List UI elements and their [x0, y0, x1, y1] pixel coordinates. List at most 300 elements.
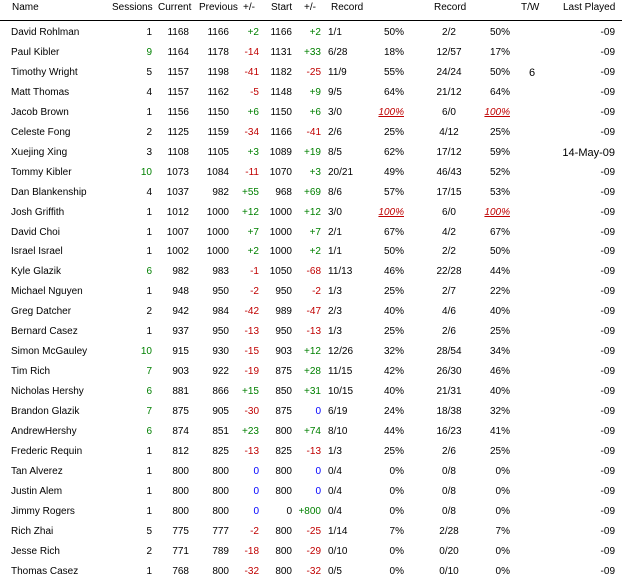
- table-row: [0, 542, 622, 562]
- cell-previous: 800: [212, 485, 229, 497]
- cell-current: 812: [172, 445, 189, 457]
- cell-pct: 50%: [383, 246, 404, 258]
- cell-previous: 789: [212, 545, 229, 557]
- cell-current: 1164: [167, 46, 189, 58]
- cell-pct: 62%: [383, 146, 404, 158]
- cell-last-played: -09: [600, 106, 615, 118]
- table-row: [0, 482, 622, 502]
- table-row: [0, 242, 622, 262]
- cell-sessions: 9: [146, 46, 152, 58]
- cell-pct2: 50%: [489, 66, 510, 78]
- cell-start: 800: [275, 525, 292, 537]
- cell-delta2: -41: [306, 126, 321, 138]
- cell-delta: -13: [244, 326, 259, 338]
- cell-start: 1000: [269, 226, 292, 238]
- table-row: [0, 262, 622, 282]
- cell-delta: +12: [242, 206, 259, 218]
- cell-name: Dan Blankenship: [11, 186, 87, 198]
- cell-delta: -15: [244, 346, 259, 358]
- cell-record: 1/3: [328, 445, 342, 457]
- table-row: [0, 143, 622, 163]
- cell-name: Jacob Brown: [11, 106, 69, 118]
- table-row: [0, 123, 622, 143]
- cell-delta2: +69: [304, 186, 321, 198]
- cell-last-played: -09: [600, 186, 615, 198]
- cell-record: 3/0: [328, 106, 342, 118]
- cell-pct2: 67%: [489, 226, 510, 238]
- cell-start: 1148: [270, 86, 292, 98]
- cell-delta: +23: [242, 426, 259, 437]
- cell-pct: 49%: [383, 166, 404, 178]
- cell-record2: 21/12: [436, 86, 462, 98]
- cell-current: 881: [172, 386, 189, 398]
- cell-name: Xuejing Xing: [11, 146, 68, 158]
- table-row: [0, 562, 622, 582]
- cell-last-played: -09: [600, 565, 615, 577]
- cell-pct2: 53%: [489, 186, 510, 198]
- table-row: [0, 502, 622, 522]
- cell-name: Rich Zhai: [11, 525, 54, 537]
- cell-current: 1157: [167, 86, 189, 98]
- cell-delta: -34: [244, 126, 259, 138]
- cell-current: 1168: [167, 27, 189, 38]
- cell-record: 20/21: [328, 166, 354, 178]
- cell-last-played: -09: [600, 86, 615, 98]
- cell-previous: 1166: [207, 27, 229, 38]
- cell-previous: 1150: [207, 106, 229, 118]
- cell-last-played: -09: [600, 445, 615, 457]
- cell-record: 6/28: [328, 46, 348, 58]
- cell-record2: 28/54: [436, 346, 462, 358]
- cell-pct: 44%: [383, 426, 404, 437]
- cell-delta: -2: [250, 286, 259, 298]
- cell-delta2: -29: [306, 545, 321, 557]
- cell-record: 0/4: [328, 505, 342, 517]
- cell-record2: 6/0: [442, 206, 456, 218]
- table-row: [0, 63, 622, 83]
- cell-delta2: 0: [315, 465, 321, 477]
- cell-name: Israel Israel: [11, 246, 63, 258]
- cell-pct2: 34%: [489, 346, 510, 358]
- cell-sessions: 1: [146, 465, 152, 477]
- cell-last-played: -09: [600, 525, 615, 537]
- cell-pct: 46%: [383, 266, 404, 278]
- table-row: [0, 402, 622, 422]
- cell-delta: -2: [250, 525, 259, 537]
- table-row: [0, 302, 622, 322]
- cell-current: 1037: [166, 186, 189, 198]
- cell-delta2: +31: [304, 386, 321, 398]
- cell-previous: 777: [212, 525, 229, 537]
- cell-pct: 100%: [378, 106, 404, 118]
- cell-start: 1182: [270, 66, 292, 78]
- cell-record: 0/10: [328, 545, 348, 557]
- cell-start: 800: [275, 485, 292, 497]
- cell-delta2: +2: [309, 27, 321, 38]
- cell-current: 903: [172, 366, 189, 378]
- cell-pct: 24%: [383, 406, 404, 418]
- cell-last-played: -09: [600, 346, 615, 358]
- cell-sessions: 6: [146, 426, 152, 437]
- cell-previous: 800: [212, 505, 229, 517]
- cell-last-played: -09: [600, 246, 615, 258]
- cell-name: Tommy Kibler: [11, 166, 72, 178]
- cell-record2: 16/23: [436, 426, 462, 437]
- cell-record: 1/3: [328, 326, 342, 338]
- cell-previous: 825: [212, 445, 229, 457]
- cell-last-played: -09: [600, 206, 615, 218]
- cell-record2: 4/12: [439, 126, 459, 138]
- cell-start: 989: [275, 306, 292, 318]
- cell-record: 12/26: [328, 346, 354, 358]
- cell-pct2: 0%: [495, 565, 510, 577]
- cell-last-played: -09: [600, 366, 615, 378]
- cell-current: 1073: [166, 166, 189, 178]
- header-start: Start: [271, 2, 293, 13]
- cell-delta: +3: [247, 146, 259, 158]
- cell-pct: 25%: [383, 326, 404, 338]
- cell-record: 0/4: [328, 465, 342, 477]
- cell-start: 903: [275, 346, 292, 358]
- table-row: [0, 422, 622, 442]
- cell-pct2: 64%: [489, 86, 510, 98]
- cell-record: 0/4: [328, 485, 342, 497]
- cell-record: 3/0: [328, 206, 342, 218]
- cell-delta: -1: [250, 266, 259, 278]
- cell-current: 1002: [166, 246, 189, 258]
- cell-pct: 55%: [383, 66, 404, 78]
- cell-last-played: -09: [600, 406, 615, 418]
- cell-record2: 2/28: [439, 525, 459, 537]
- cell-record2: 2/6: [442, 445, 456, 457]
- cell-record2: 0/10: [439, 565, 459, 577]
- cell-current: 800: [172, 485, 189, 497]
- header-previous: Previous: [199, 2, 238, 13]
- cell-pct: 0%: [389, 505, 404, 517]
- cell-last-played: -09: [600, 46, 615, 58]
- cell-name: Brandon Glazik: [11, 406, 80, 418]
- cell-last-played: -09: [600, 166, 615, 178]
- cell-name: Jimmy Rogers: [11, 505, 75, 517]
- cell-delta2: +19: [304, 146, 321, 158]
- cell-start: 1000: [269, 206, 292, 218]
- cell-current: 800: [172, 505, 189, 517]
- cell-record: 11/9: [328, 66, 347, 78]
- cell-name: Jesse Rich: [11, 545, 60, 557]
- table-row: [0, 203, 622, 223]
- cell-current: 875: [172, 406, 189, 418]
- cell-previous: 983: [212, 266, 229, 278]
- cell-name: Bernard Casez: [11, 326, 78, 338]
- cell-sessions: 4: [146, 186, 152, 198]
- cell-pct2: 41%: [489, 426, 510, 437]
- cell-pct2: 25%: [489, 445, 510, 457]
- table-row: [0, 462, 622, 482]
- header-delta2: +/-: [304, 2, 316, 13]
- cell-record2: 12/57: [436, 46, 462, 58]
- cell-record2: 22/28: [436, 266, 462, 278]
- cell-pct2: 40%: [489, 386, 510, 398]
- cell-current: 942: [172, 306, 189, 318]
- cell-record: 1/1: [328, 27, 342, 38]
- cell-record2: 6/0: [442, 106, 456, 118]
- header-current: Current: [158, 2, 192, 13]
- cell-pct: 0%: [389, 565, 404, 577]
- cell-pct: 7%: [389, 525, 404, 537]
- cell-record2: 26/30: [436, 366, 462, 378]
- cell-pct: 67%: [383, 226, 404, 238]
- cell-last-played: -09: [600, 66, 615, 78]
- cell-pct2: 100%: [484, 106, 510, 118]
- cell-record2: 0/8: [442, 485, 456, 497]
- cell-name: David Rohlman: [11, 27, 80, 38]
- cell-record2: 2/7: [442, 286, 456, 298]
- cell-start: 1150: [270, 106, 292, 118]
- cell-pct2: 50%: [489, 27, 510, 38]
- cell-delta2: +2: [309, 246, 321, 258]
- cell-delta: -18: [244, 545, 259, 557]
- cell-pct: 25%: [383, 445, 404, 457]
- cell-record2: 4/2: [442, 226, 456, 238]
- cell-current: 771: [172, 545, 189, 557]
- cell-delta2: 0: [315, 485, 321, 497]
- cell-pct2: 32%: [489, 406, 510, 418]
- cell-delta: +7: [247, 226, 259, 238]
- header-row: [0, 0, 622, 21]
- cell-current: 1007: [166, 226, 189, 238]
- cell-previous: 905: [212, 406, 229, 418]
- cell-delta: +2: [247, 246, 259, 258]
- cell-start: 875: [275, 406, 292, 418]
- cell-pct: 40%: [383, 306, 404, 318]
- cell-start: 1050: [269, 266, 292, 278]
- cell-record2: 18/38: [436, 406, 462, 418]
- cell-pct2: 50%: [489, 246, 510, 258]
- cell-previous: 1162: [207, 86, 229, 98]
- cell-pct2: 25%: [489, 326, 510, 338]
- cell-sessions: 1: [146, 27, 152, 38]
- cell-last-played: -09: [600, 505, 615, 517]
- cell-pct: 18%: [383, 46, 404, 58]
- cell-sessions: 2: [146, 126, 152, 138]
- cell-sessions: 3: [146, 146, 152, 158]
- cell-last-played: -09: [600, 266, 615, 278]
- cell-pct2: 25%: [489, 126, 510, 138]
- cell-name: Frederic Requin: [11, 445, 83, 457]
- cell-sessions: 2: [146, 545, 152, 557]
- cell-sessions: 4: [146, 86, 152, 98]
- table-row: [0, 103, 622, 123]
- cell-start: 1089: [269, 146, 292, 158]
- cell-current: 915: [172, 346, 189, 358]
- cell-delta2: +3: [309, 166, 321, 178]
- cell-delta: -11: [245, 166, 259, 178]
- cell-record: 8/10: [328, 426, 348, 437]
- cell-record2: 4/6: [442, 306, 456, 318]
- cell-pct2: 46%: [489, 366, 510, 378]
- cell-delta2: -32: [306, 565, 321, 577]
- cell-pct2: 44%: [489, 266, 510, 278]
- cell-sessions: 1: [146, 326, 152, 338]
- cell-pct: 0%: [389, 465, 404, 477]
- cell-previous: 1000: [206, 206, 229, 218]
- cell-name: Greg Datcher: [11, 306, 72, 318]
- table-row: [0, 342, 622, 362]
- table-row: [0, 322, 622, 342]
- cell-pct: 100%: [378, 206, 404, 218]
- cell-delta: -19: [244, 366, 259, 378]
- cell-pct: 57%: [383, 186, 404, 198]
- cell-last-played: -09: [600, 286, 615, 298]
- cell-delta: +15: [242, 386, 259, 398]
- cell-previous: 950: [212, 286, 229, 298]
- table-row: [0, 362, 622, 382]
- cell-sessions: 1: [146, 565, 152, 577]
- cell-previous: 1000: [206, 226, 229, 238]
- cell-previous: 800: [212, 465, 229, 477]
- cell-name: Justin Alem: [11, 485, 63, 497]
- table-row: [0, 163, 622, 183]
- table-row: [0, 83, 622, 103]
- cell-name: Michael Nguyen: [11, 286, 83, 298]
- cell-pct2: 17%: [489, 46, 510, 58]
- cell-delta: +2: [247, 27, 259, 38]
- cell-sessions: 1: [146, 226, 152, 238]
- cell-last-played: -09: [600, 126, 615, 138]
- cell-name: Simon McGauley: [11, 346, 88, 358]
- cell-sessions: 6: [146, 386, 152, 398]
- cell-start: 1131: [270, 46, 292, 58]
- cell-pct: 0%: [389, 485, 404, 497]
- cell-previous: 930: [212, 346, 229, 358]
- cell-delta: +55: [242, 186, 259, 198]
- cell-previous: 984: [212, 306, 229, 318]
- table-row: [0, 522, 622, 542]
- header-record2: Record: [434, 2, 467, 13]
- cell-sessions: 10: [140, 346, 152, 358]
- cell-tw: 6: [528, 66, 536, 79]
- cell-record: 0/5: [328, 565, 342, 577]
- cell-delta2: +7: [309, 226, 321, 238]
- cell-start: 1000: [269, 246, 292, 258]
- cell-pct: 40%: [383, 386, 404, 398]
- cell-delta: 0: [253, 505, 259, 517]
- cell-sessions: 1: [146, 106, 152, 118]
- cell-delta2: +6: [309, 106, 321, 118]
- cell-pct2: 0%: [495, 485, 510, 497]
- cell-start: 0: [286, 505, 292, 517]
- cell-start: 950: [275, 326, 292, 338]
- cell-current: 874: [172, 426, 189, 437]
- cell-pct: 64%: [383, 86, 404, 98]
- cell-record: 1/1: [328, 246, 342, 258]
- cell-sessions: 5: [146, 525, 152, 537]
- cell-record2: 17/12: [436, 146, 462, 158]
- cell-last-played: -09: [600, 426, 615, 437]
- table-row: [0, 223, 622, 243]
- cell-pct2: 59%: [489, 146, 510, 158]
- cell-current: 800: [172, 465, 189, 477]
- table-row: [0, 23, 622, 43]
- cell-previous: 1178: [207, 46, 229, 58]
- cell-current: 1108: [167, 146, 189, 158]
- header-last-played: Last Played: [563, 2, 616, 13]
- cell-current: 1157: [167, 66, 189, 78]
- cell-name: Paul Kibler: [11, 46, 60, 58]
- cell-start: 800: [275, 545, 292, 557]
- cell-current: 948: [172, 286, 189, 298]
- header-sessions: Sessions: [112, 2, 153, 13]
- cell-delta2: -25: [306, 66, 321, 78]
- cell-last-played: -09: [600, 226, 615, 238]
- cell-last-played: -09: [600, 465, 615, 477]
- cell-pct: 0%: [389, 545, 404, 557]
- cell-delta2: -13: [306, 445, 321, 457]
- table-row: [0, 282, 622, 302]
- cell-delta2: +12: [304, 346, 321, 358]
- cell-last-played: -09: [600, 326, 615, 338]
- cell-record: 9/5: [328, 86, 342, 98]
- header-record: Record: [331, 2, 364, 13]
- cell-pct2: 0%: [495, 465, 510, 477]
- cell-delta: -30: [244, 406, 259, 418]
- cell-record: 2/1: [328, 226, 342, 238]
- cell-record2: 0/8: [442, 505, 456, 517]
- cell-previous: 1105: [207, 146, 229, 158]
- cell-delta2: +800: [298, 505, 321, 517]
- cell-delta2: +28: [304, 366, 321, 378]
- cell-delta2: -47: [306, 306, 321, 318]
- cell-name: Josh Griffith: [11, 206, 65, 218]
- cell-last-played: -09: [600, 545, 615, 557]
- cell-name: Celeste Fong: [11, 126, 71, 138]
- cell-pct2: 100%: [484, 206, 510, 218]
- cell-delta2: +74: [304, 426, 321, 437]
- cell-previous: 982: [212, 186, 229, 198]
- cell-delta: -13: [244, 445, 259, 457]
- cell-record2: 2/6: [442, 326, 456, 338]
- cell-record: 8/5: [328, 146, 342, 158]
- cell-record: 2/3: [328, 306, 342, 318]
- cell-record: 11/15: [328, 366, 353, 378]
- cell-delta2: 0: [315, 406, 321, 418]
- cell-delta2: +33: [304, 46, 321, 58]
- cell-sessions: 7: [146, 406, 152, 418]
- cell-sessions: 1: [146, 505, 152, 517]
- cell-current: 775: [172, 525, 189, 537]
- cell-delta: 0: [253, 485, 259, 497]
- cell-record: 10/15: [328, 386, 354, 398]
- cell-pct2: 22%: [489, 286, 510, 298]
- cell-delta2: -68: [306, 266, 321, 278]
- header-name: Name: [12, 2, 39, 13]
- table-row: [0, 183, 622, 203]
- cell-record2: 21/31: [436, 386, 462, 398]
- table-row: [0, 43, 622, 63]
- cell-name: AndrewHershy: [11, 426, 77, 437]
- cell-previous: 950: [212, 326, 229, 338]
- cell-record: 2/6: [328, 126, 342, 138]
- cell-start: 1070: [269, 166, 292, 178]
- cell-previous: 1000: [206, 246, 229, 258]
- cell-start: 800: [275, 565, 292, 577]
- cell-pct: 42%: [383, 366, 404, 378]
- cell-start: 875: [275, 366, 292, 378]
- cell-sessions: 2: [146, 306, 152, 318]
- cell-pct: 50%: [383, 27, 404, 38]
- cell-name: Matt Thomas: [11, 86, 70, 98]
- cell-sessions: 1: [146, 445, 152, 457]
